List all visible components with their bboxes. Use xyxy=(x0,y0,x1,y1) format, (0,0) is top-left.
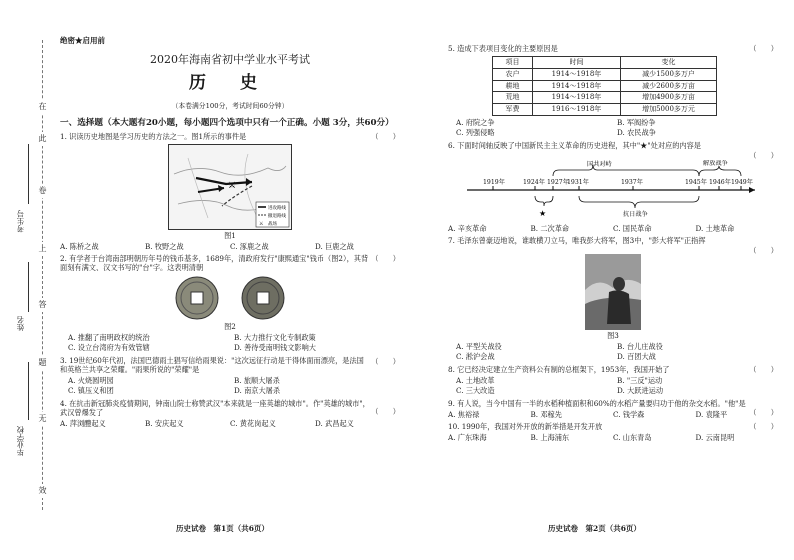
legend-attack: 进攻路线 xyxy=(268,206,286,212)
table-cell: 增加4900多万亩 xyxy=(621,92,717,104)
option-c[interactable]: C. 列强侵略 xyxy=(456,127,495,137)
question-text: 1. 识读历史地图是学习历史的方法之一。图1所示的事件是 xyxy=(60,132,247,142)
table-row xyxy=(493,104,717,116)
question-1 xyxy=(60,132,400,251)
option-c[interactable]: C. 淞沪会战 xyxy=(456,351,495,361)
binding-char: 效 xyxy=(38,484,47,498)
options xyxy=(60,419,400,428)
subject-title: 历 史 xyxy=(189,73,271,94)
table-header: 时间 xyxy=(533,57,621,69)
binding-char: 卷 xyxy=(38,184,47,198)
timeline-year: 1946年 xyxy=(709,178,731,186)
table-row xyxy=(493,68,717,80)
answer-paren[interactable]: （ ） xyxy=(749,407,778,417)
table-cell: 军费 xyxy=(493,104,533,116)
options xyxy=(60,333,400,353)
option-b[interactable]: B. 安庆起义 xyxy=(145,419,184,429)
binding-char: 题 xyxy=(38,356,47,370)
table-row xyxy=(493,92,717,104)
star-mark: ★ xyxy=(539,208,547,218)
candidate-number-blank[interactable] xyxy=(28,144,29,204)
option-b[interactable]: B. 上海浦东 xyxy=(530,432,570,442)
figure-1-map xyxy=(168,144,292,230)
question-text: 4. 在抗击新冠肺炎疫情期间，钟南山院士称赞武汉"本来就是一座英雄的城市"。作"英雄的城市"，武汉曾爆发了 xyxy=(60,399,370,418)
table-cell: 1914～1918年 xyxy=(533,80,621,92)
option-c[interactable]: C. 黄花岗起义 xyxy=(230,419,276,429)
option-b[interactable]: B. 邓稼先 xyxy=(530,409,562,419)
page-1-footer: 历史试卷 第1页（共6页） xyxy=(176,524,269,533)
answer-paren[interactable]: （ ） xyxy=(749,150,778,160)
question-text: 5. 造成下表项目变化的主要原因是 xyxy=(448,44,558,53)
table-cell: 荒地 xyxy=(493,92,533,104)
question-3 xyxy=(60,356,400,396)
option-d[interactable]: D. 农民战争 xyxy=(617,127,656,137)
options xyxy=(448,118,778,138)
table-row xyxy=(493,80,717,92)
option-c[interactable]: C. 镇压义和团 xyxy=(68,386,114,396)
table-cell: 减少1500多万户 xyxy=(621,68,717,80)
option-b[interactable]: B. "三反"运动 xyxy=(617,375,663,385)
answer-paren[interactable]: （ ） xyxy=(371,254,400,264)
question-10 xyxy=(448,422,778,442)
binding-char: 上 xyxy=(38,242,47,256)
table-header: 项目 xyxy=(493,57,533,69)
options xyxy=(60,242,400,251)
option-d[interactable]: D. 善待受南明钱文影响大 xyxy=(234,343,316,353)
legend-battle-icon: ⚔ xyxy=(259,221,264,228)
legend-battlefield: 战场 xyxy=(268,222,277,228)
table-cell: 1914～1918年 xyxy=(533,92,621,104)
name-blank[interactable] xyxy=(28,262,29,312)
photo-figure-head xyxy=(613,277,625,291)
option-b[interactable]: B. 大力推行文化专制政策 xyxy=(234,333,316,343)
timeline-arrow xyxy=(749,187,755,193)
secret-mark: 绝密★启用前 xyxy=(60,36,105,45)
option-a[interactable]: A. 陈桥之战 xyxy=(60,242,99,252)
question-text: 3. 19世纪60年代初，法国巴德雨土猖写信给雨果说："这次远征行动是干得体面而漂亮，是法国和英格兰共享之荣耀。"雨果所说的"荣耀"是 xyxy=(60,356,364,375)
table-cell: 增加5000多万元 xyxy=(621,104,717,116)
answer-paren[interactable]: （ ） xyxy=(371,407,400,417)
brace-star-period xyxy=(535,196,553,206)
option-c[interactable]: C. 钱学森 xyxy=(613,409,645,419)
option-a[interactable]: A. 推翻了南明政权的统治 xyxy=(68,333,150,343)
question-8 xyxy=(448,365,778,396)
option-d[interactable]: D. 南京大屠杀 xyxy=(234,386,281,396)
option-a[interactable]: A. 广东珠海 xyxy=(448,432,487,442)
label-jiefang: 解放战争 xyxy=(703,159,728,167)
option-d[interactable]: D. 巨鹿之战 xyxy=(315,242,354,252)
option-d[interactable]: D. 武昌起义 xyxy=(315,419,354,429)
answer-paren[interactable]: （ ） xyxy=(749,364,778,374)
brace-kangri xyxy=(579,196,699,208)
binding-char: 此 xyxy=(38,132,47,146)
table-header: 变化 xyxy=(621,57,717,69)
option-c[interactable]: C. 设立台湾府为有效管辖 xyxy=(68,343,150,353)
battlefield-mark: ⚔ xyxy=(228,181,237,192)
option-b[interactable]: B. 军阀纷争 xyxy=(617,117,656,127)
exam-page-2 xyxy=(448,44,778,442)
timeline-year: 1945年 xyxy=(685,178,707,186)
label-guogong: 国共对峙 xyxy=(587,160,612,168)
timeline-year: 1937年 xyxy=(621,178,643,186)
table-cell: 减少2600多万亩 xyxy=(621,80,717,92)
timeline-figure xyxy=(463,160,763,222)
option-a[interactable]: A. 焦裕禄 xyxy=(448,409,480,419)
figure-2-coins xyxy=(165,275,295,321)
coin-square-hole xyxy=(191,292,203,304)
timeline-year: 1919年 xyxy=(483,178,505,186)
timeline-year: 1927年 xyxy=(547,178,569,186)
figure-3-photo xyxy=(585,254,641,330)
table-cell: 1916～1918年 xyxy=(533,104,621,116)
binding-char: 答 xyxy=(38,298,47,312)
question-text: 8. 它已经决定建立生产资料公有制的总框架下，1953年，我国开始了 xyxy=(448,364,670,374)
school-label: 毕业学校 xyxy=(16,426,25,456)
name-label: 姓名 xyxy=(16,316,25,331)
option-d[interactable]: D. 大跃进运动 xyxy=(617,385,664,395)
option-b[interactable]: B. 旅顺大屠杀 xyxy=(234,376,280,386)
options xyxy=(448,342,778,362)
exam-title: 2020年海南省初中学业水平考试 xyxy=(150,53,310,67)
option-d[interactable]: D. 云南昆明 xyxy=(695,432,735,442)
brace-jiefang xyxy=(699,166,741,176)
option-a[interactable]: A. 火烧圆明园 xyxy=(68,376,114,386)
question-4 xyxy=(60,399,400,428)
exam-page-1 xyxy=(60,36,400,428)
coin-square-hole xyxy=(257,292,269,304)
question-text: 9. 有人说，当今中国有一半的水稻种植面积和60%的水稻产量要归功于他的杂交水稻。"他"是 xyxy=(448,398,746,408)
table-cell: 农户 xyxy=(493,68,533,80)
question-text: 2. 有学者于台湾南部明朝历年号的钱币基多，1689年，清政府发行"康熙通宝"钱币（图2），其背面刻有满文、汉文书写的"台"字。这表明清朝 xyxy=(60,254,369,273)
answer-paren[interactable]: （ ） xyxy=(749,44,778,53)
option-a[interactable]: A. 府院之争 xyxy=(456,117,495,127)
timeline-year: 1931年 xyxy=(567,178,589,186)
option-c[interactable]: C. 国民革命 xyxy=(613,223,652,233)
question-text: 6. 下面时间轴反映了中国新民主主义革命的历史进程，其中"★"处对应的内容是 xyxy=(448,140,701,150)
option-a[interactable]: A. 土地改革 xyxy=(456,375,495,385)
option-c[interactable]: C. 涿鹿之战 xyxy=(230,242,269,252)
option-b[interactable]: B. 台儿庄战役 xyxy=(617,341,663,351)
data-table xyxy=(492,56,717,116)
option-d[interactable]: D. 袁隆平 xyxy=(695,409,728,419)
question-2 xyxy=(60,254,400,353)
option-d[interactable]: D. 土地革命 xyxy=(695,223,735,233)
figure-caption: 图1 xyxy=(224,231,236,241)
options xyxy=(448,224,778,233)
question-9 xyxy=(448,399,778,419)
brace-guogong xyxy=(553,165,699,176)
figure-caption: 图2 xyxy=(224,322,236,332)
section-heading: 一、选择题（本大题有20小题，每小题四个选项中只有一个正确。小题 3分，共60分） xyxy=(60,117,394,128)
timeline-year: 1949年 xyxy=(731,178,753,186)
options xyxy=(448,407,778,419)
question-text: 7. 毛泽东曾豪迈地说，谁敢横刀立马，唯我彭大将军，图3中，"彭大将军"正指挥 xyxy=(448,235,706,245)
option-b[interactable]: B. 二次革命 xyxy=(530,223,570,233)
option-a[interactable]: A. 辛亥革命 xyxy=(448,223,487,233)
options xyxy=(448,376,778,396)
option-c[interactable]: C. 三大改造 xyxy=(456,385,495,395)
binding-strip xyxy=(14,40,56,510)
candidate-number-label: 考生号 xyxy=(16,210,25,233)
page-2-footer: 历史试卷 第2页（共6页） xyxy=(548,524,641,533)
options xyxy=(448,433,778,442)
photo-figure-body xyxy=(607,290,631,324)
legend-retreat: 撤退路线 xyxy=(268,214,286,220)
binding-char: 在 xyxy=(38,100,47,114)
answer-paren[interactable]: （ ） xyxy=(371,357,400,367)
school-blank[interactable] xyxy=(28,362,29,420)
option-d[interactable]: D. 百团大战 xyxy=(617,351,656,361)
label-kangri: 抗日战争 xyxy=(623,210,648,218)
binding-char: 无 xyxy=(38,412,47,426)
option-c[interactable]: C. 山东青岛 xyxy=(613,432,652,442)
question-6 xyxy=(448,141,778,233)
answer-paren[interactable]: （ ） xyxy=(749,245,778,255)
table-cell: 1914～1918年 xyxy=(533,68,621,80)
answer-paren[interactable]: （ ） xyxy=(371,132,400,142)
exam-note: （本卷满分100分，考试时间60分钟） xyxy=(171,102,289,111)
options xyxy=(60,376,400,396)
option-a[interactable]: A. 平型关战役 xyxy=(456,341,502,351)
question-5 xyxy=(448,44,778,138)
table-cell: 耕地 xyxy=(493,80,533,92)
option-b[interactable]: B. 牧野之战 xyxy=(145,242,184,252)
option-a[interactable]: A. 萍浏醴起义 xyxy=(60,419,106,429)
timeline-year: 1924年 xyxy=(523,178,545,186)
figure-caption: 图3 xyxy=(607,330,619,340)
question-7 xyxy=(448,236,778,362)
answer-paren[interactable]: （ ） xyxy=(749,421,778,431)
question-text: 10. 1990年，我国对外开放的新举措是开发开放 xyxy=(448,421,603,431)
